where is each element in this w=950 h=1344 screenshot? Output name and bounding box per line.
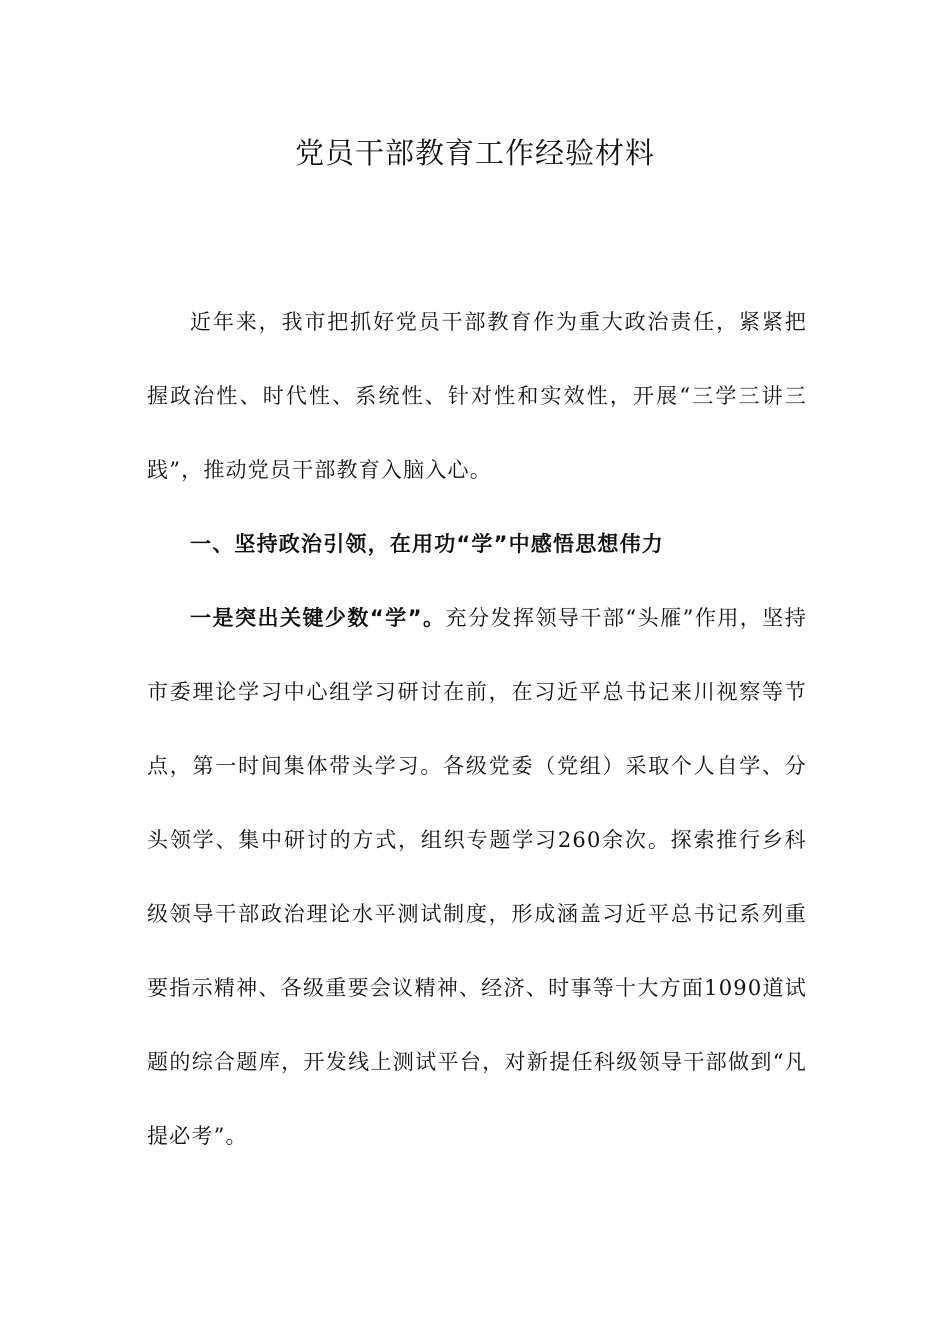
paragraph-1-text: 充分发挥领导干部“头雁”作用，坚持市委理论学习中心组学习研讨在前，在习近平总书记来川视察等节点，第一时间集体带头学习。各级党委（党组）采取个人自学、分头领学、集中研讨的方式，组织专题学习260余次。探索推行乡科级领导干部政治理论水平测试制度，形成涵盖习近平总书记系列重要指示精神、各级重要会议精神、经济、时事等十大方面1090道试题的综合题库，开发线上测试平台，对新提任科级领导干部做到“凡提必考”。 [147,606,807,1148]
document-body [147,285,807,1173]
paragraph-1 [147,581,807,1173]
paragraph-1-lead: 一是突出关键少数“学”。 [190,606,446,630]
intro-paragraph: 近年来，我市把抓好党员干部教育作为重大政治责任，紧紧把握政治性、时代性、系统性、针对性和实效性，开展“三学三讲三践”，推动党员干部教育入脑入心。 [147,310,807,482]
section-heading-1: 一、坚持政治引领，在用功“学”中感悟思想伟力 [190,532,665,556]
document-title: 党员干部教育工作经验材料 [294,136,655,170]
